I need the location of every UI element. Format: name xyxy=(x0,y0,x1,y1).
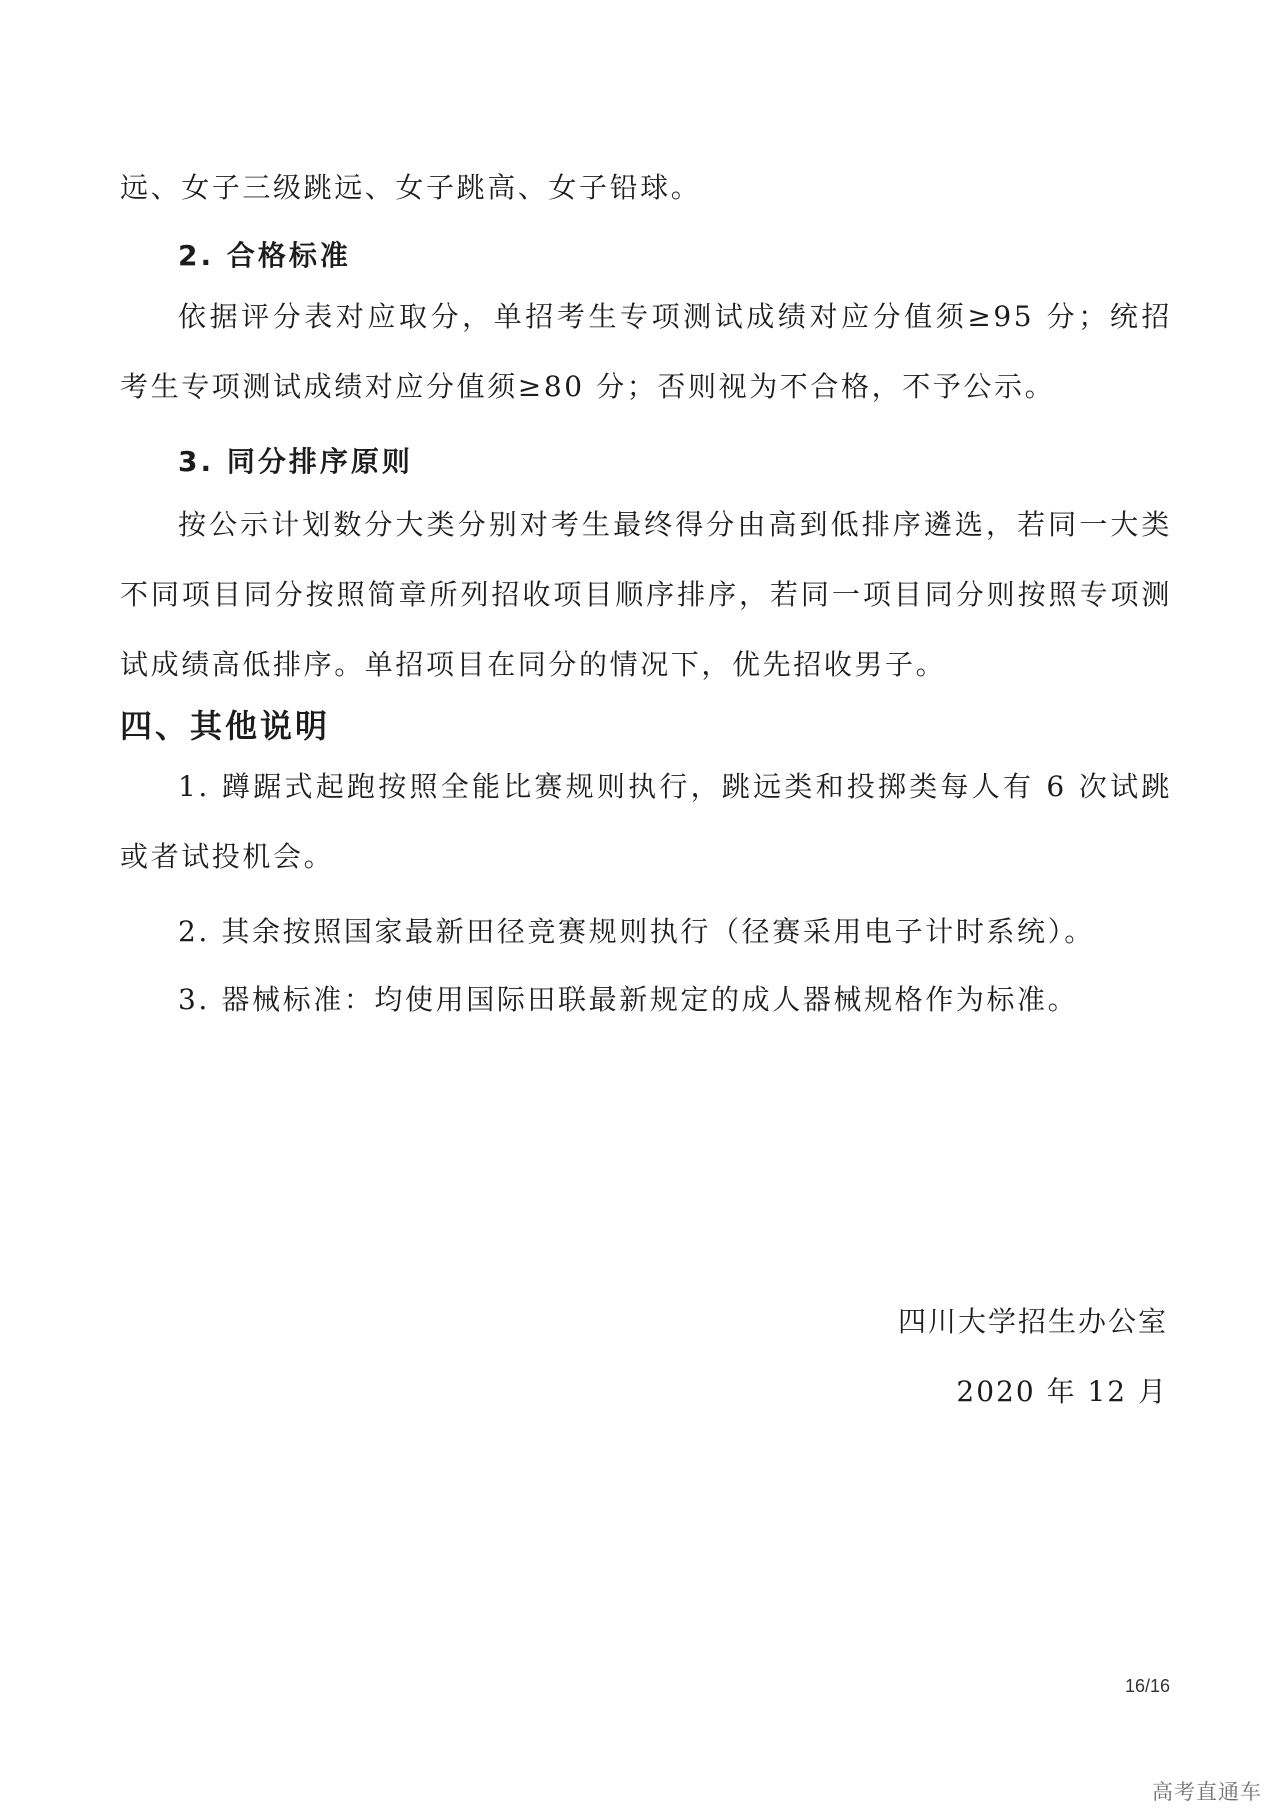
signature-office: 四川大学招生办公室 xyxy=(897,1305,1168,1338)
other-note-item-1: 1. 蹲踞式起跑按照全能比赛规则执行，跳远类和投掷类每人有 6 次试跳或者试投机会。 xyxy=(120,770,1172,873)
section-heading-other-notes: 四、其他说明 xyxy=(120,707,331,745)
paragraph-tie-ranking-principle: 按公示计划数分大类分别对考生最终得分由高到低排序遴选，若同一大类不同项目同分按照简章所列招收项目顺序排序，若同一项目同分则按照专项测试成绩高低排序。单招项目在同分的情况下，优先招收男子。 xyxy=(120,508,1172,681)
continuation-line: 远、女子三级跳远、女子跳高、女子铅球。 xyxy=(120,171,702,204)
page-number: 16/16 xyxy=(1124,1676,1170,1696)
other-note-item-3: 3. 器械标准：均使用国际田联最新规定的成人器械规格作为标准。 xyxy=(178,983,1079,1016)
heading-qualification-standard: 2. 合格标准 xyxy=(178,239,351,272)
other-note-item-2: 2. 其余按照国家最新田径竞赛规则执行（径赛采用电子计时系统）。 xyxy=(178,915,1095,948)
heading-tie-ranking-principle: 3. 同分排序原则 xyxy=(178,445,413,478)
signature-date: 2020 年 12 月 xyxy=(956,1375,1168,1408)
watermark-text: 高考直通车 xyxy=(1152,1780,1262,1804)
paragraph-qualification-standard: 依据评分表对应取分，单招考生专项测试成绩对应分值须≥95 分；统招考生专项测试成绩对应分值须≥80 分；否则视为不合格，不予公示。 xyxy=(120,300,1172,403)
